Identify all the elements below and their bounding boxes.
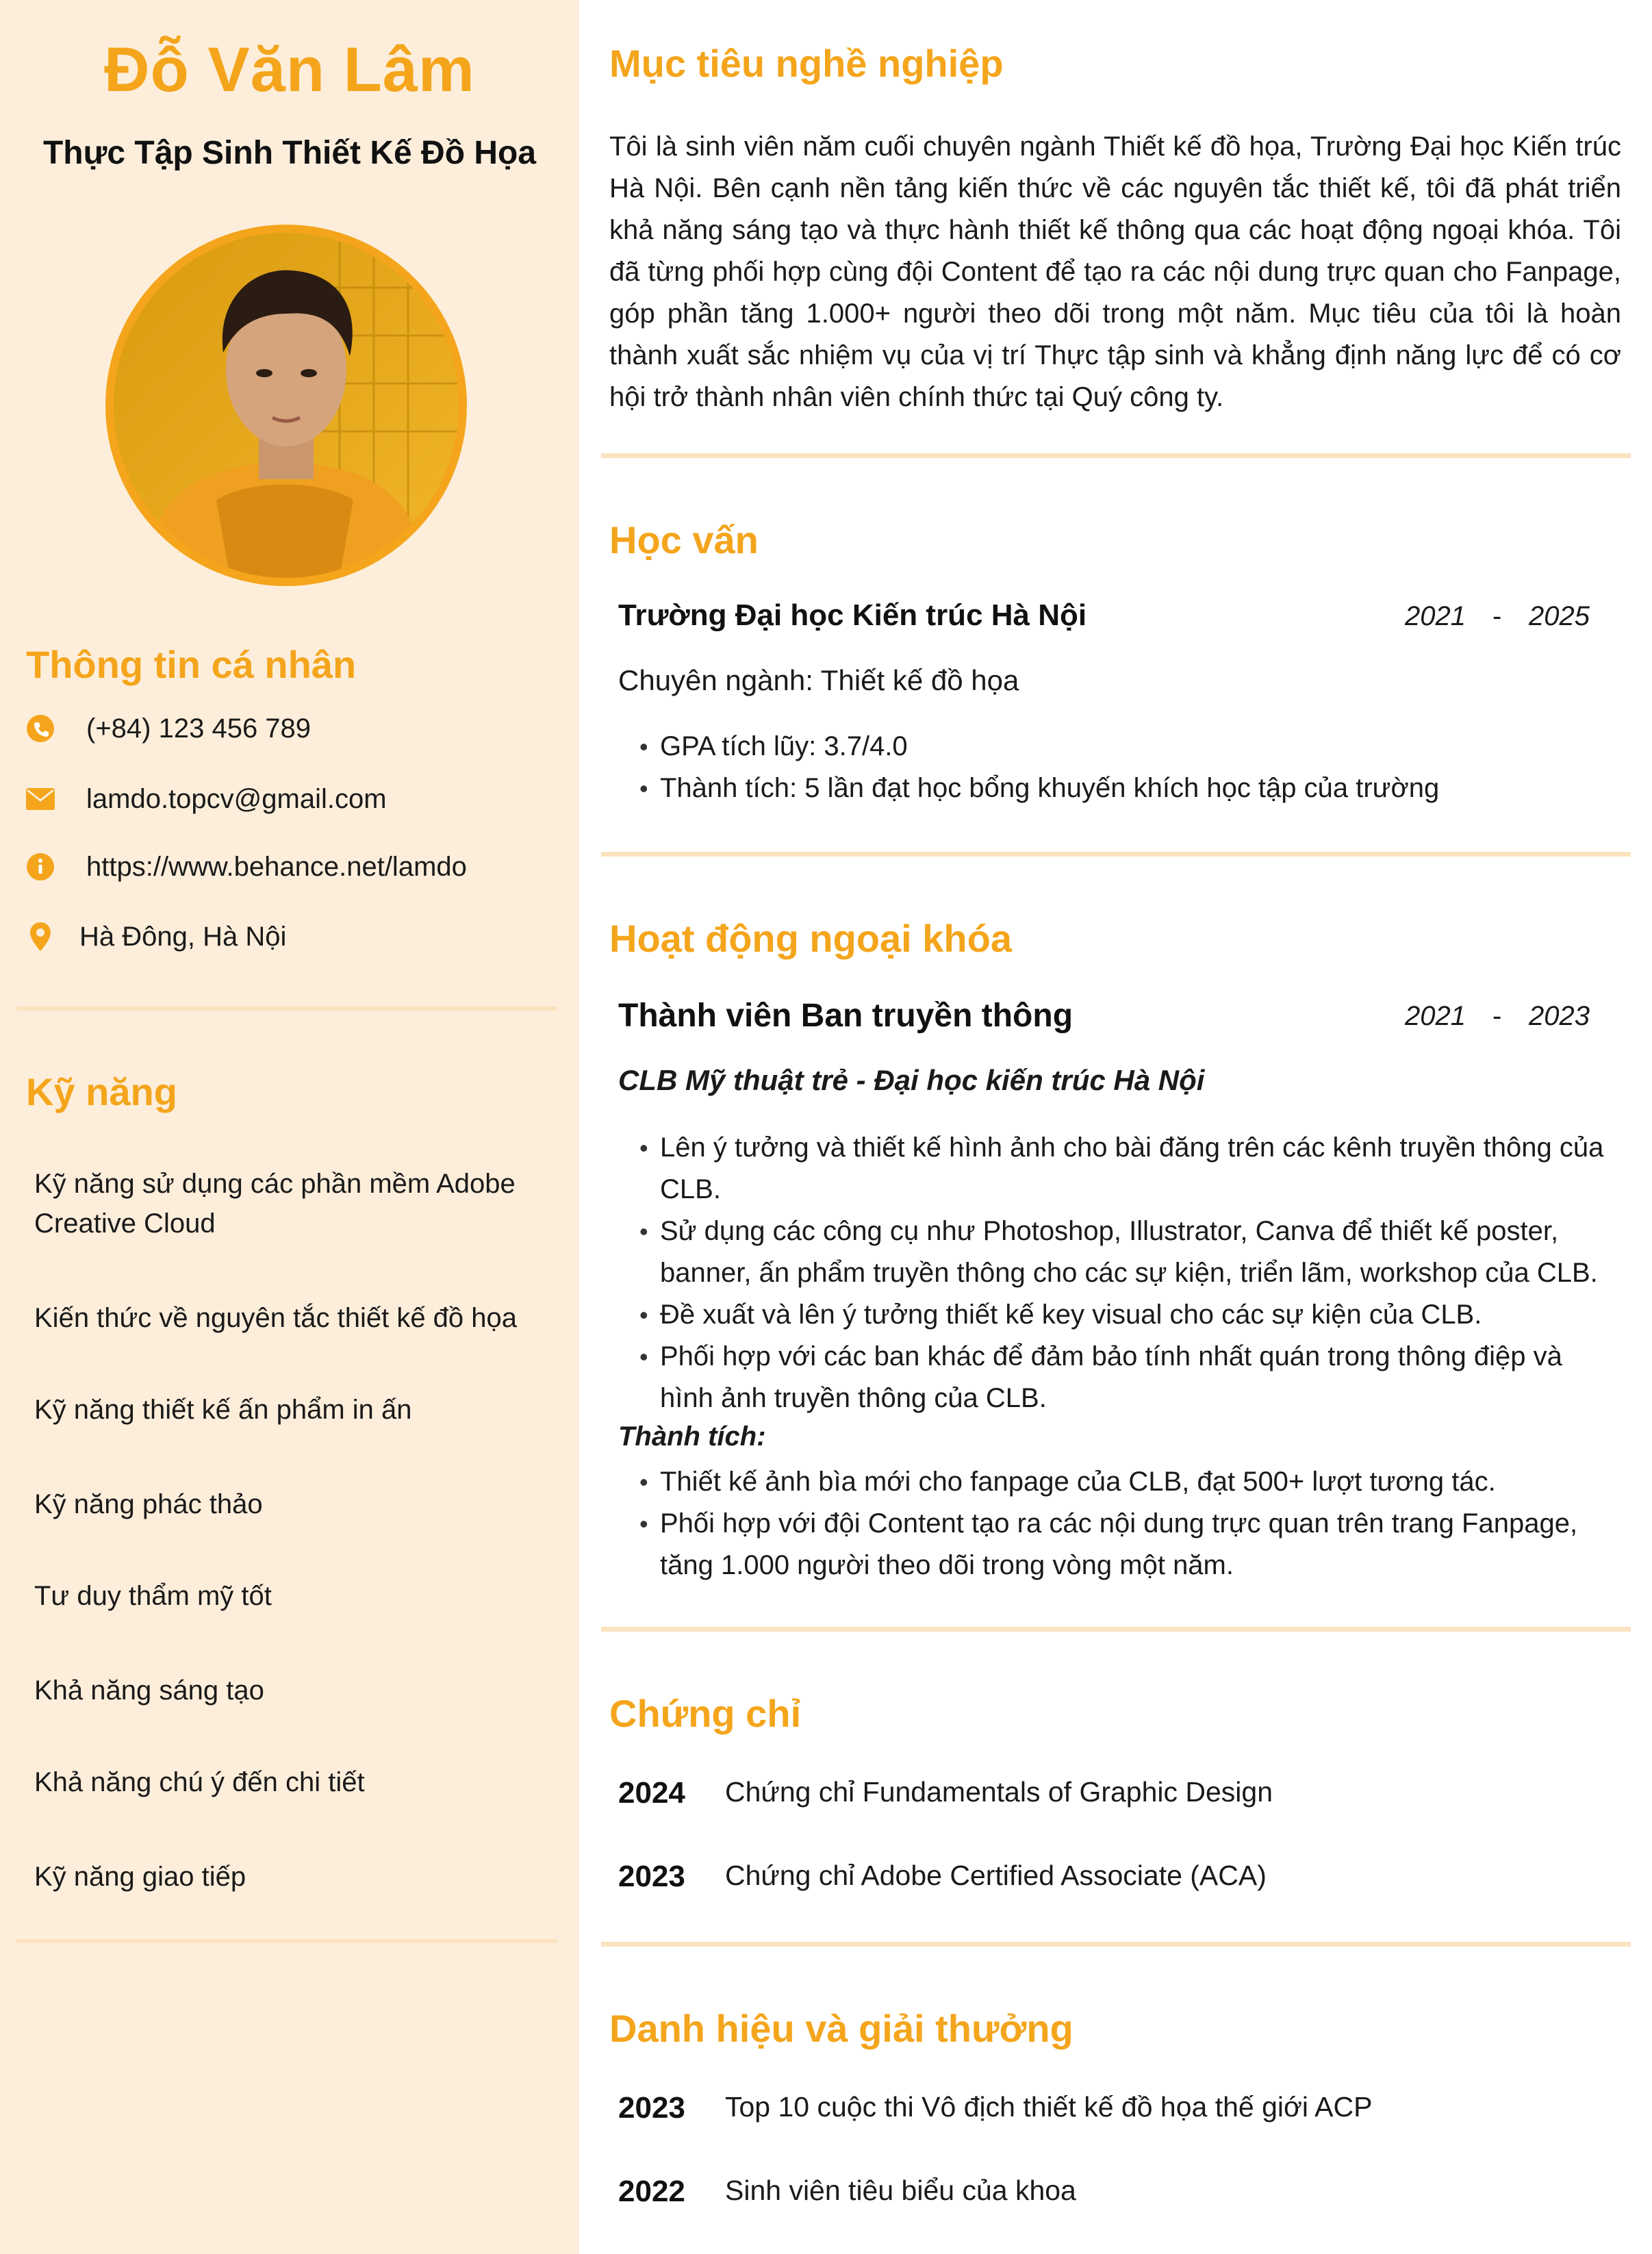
skill-item: Kỹ năng thiết kế ấn phẩm in ấn bbox=[34, 1395, 412, 1425]
section-divider bbox=[601, 453, 1631, 458]
activity-bullets bbox=[641, 1127, 1620, 1419]
date-dash: - bbox=[1492, 601, 1502, 631]
avatar-photo bbox=[114, 233, 459, 578]
certificate-name: Chứng chỉ Fundamentals of Graphic Design bbox=[725, 1776, 1273, 1808]
phone-number: (+84) 123 456 789 bbox=[86, 713, 312, 744]
list-item: • Thành tích: 5 lần đạt học bổng khuyến khích học tập của trường bbox=[641, 768, 1620, 809]
list-item: • Phối hợp với đội Content tạo ra các nội dung trực quan trên trang Fanpage, tăng 1.000 người theo dõi trong vòng một năm. bbox=[641, 1503, 1620, 1586]
skill-item: Kiến thức về nguyên tắc thiết kế đồ họa bbox=[34, 1303, 518, 1333]
skill-item: Kỹ năng phác thảo bbox=[34, 1489, 263, 1519]
mail-icon bbox=[26, 785, 55, 813]
phone-icon bbox=[26, 714, 55, 743]
date-dash: - bbox=[1492, 1001, 1502, 1031]
activity-start-year: 2021 bbox=[1405, 1001, 1466, 1031]
list-item: • GPA tích lũy: 3.7/4.0 bbox=[641, 726, 1620, 768]
skills-heading: Kỹ năng bbox=[26, 1070, 177, 1113]
sidebar-divider bbox=[16, 1006, 557, 1011]
education-bullets bbox=[641, 726, 1620, 809]
section-divider bbox=[601, 1627, 1631, 1632]
objective-heading: Mục tiêu nghề nghiệp bbox=[609, 42, 1004, 85]
candidate-name: Đỗ Văn Lâm bbox=[104, 35, 475, 105]
certificate-name: Chứng chỉ Adobe Certified Associate (ACA) bbox=[725, 1860, 1267, 1891]
contact-website bbox=[26, 846, 467, 887]
education-heading: Học vấn bbox=[609, 518, 759, 561]
contact-email bbox=[26, 778, 387, 820]
list-item: • Lên ý tưởng và thiết kế hình ảnh cho bài đăng trên các kênh truyền thông của CLB. bbox=[641, 1127, 1620, 1211]
section-divider bbox=[601, 852, 1631, 857]
skill-item: Kỹ năng giao tiếp bbox=[34, 1862, 246, 1892]
info-icon bbox=[26, 852, 55, 881]
school-name: Trường Đại học Kiến trúc Hà Nội bbox=[618, 598, 1087, 632]
award-name: Top 10 cuộc thi Vô địch thiết kế đồ họa thế giới ACP bbox=[725, 2091, 1373, 2123]
list-item: • Sử dụng các công cụ như Photoshop, Illustrator, Canva để thiết kế poster, banner, ấn phẩm truyền thông cho các sự kiện, triển lãm, workshop của CLB. bbox=[641, 1211, 1620, 1294]
personal-info-heading: Thông tin cá nhân bbox=[26, 643, 357, 686]
activities-heading: Hoạt động ngoại khóa bbox=[609, 917, 1012, 960]
skill-item: Tư duy thẩm mỹ tốt bbox=[34, 1581, 272, 1611]
objective-text: Tôi là sinh viên năm cuối chuyên ngành Thiết kế đồ họa, Trường Đại học Kiến trúc Hà Nội. Bên cạnh nền tảng kiến thức về các nguyên tắc thiết kế, tôi đã phát triển khả năng sáng tạo và thực hành thiết kế thông qua các hoạt động ngoại khóa. Tôi đã từng phối hợp cùng đội Content để tạo ra các nội dung trực quan cho Fanpage, góp phần tăng 1.000+ người theo dõi trong một năm. Mục tiêu của tôi là hoàn thành xuất sắc nhiệm vụ của vị trí Thực tập sinh và khẳng định năng lực để có cơ hội trở thành nhân viên chính thức tại Quý công ty. bbox=[609, 131, 1621, 412]
award-name: Sinh viên tiêu biểu của khoa bbox=[725, 2175, 1076, 2206]
achievements-label: Thành tích: bbox=[618, 1421, 766, 1452]
award-year: 2023 bbox=[618, 2091, 685, 2125]
location-pin-icon bbox=[26, 922, 55, 951]
education-end-year: 2025 bbox=[1529, 601, 1590, 631]
job-title: Thực Tập Sinh Thiết Kế Đồ Họa bbox=[42, 135, 537, 171]
list-item: • Phối hợp với các ban khác để đảm bảo tính nhất quán trong thông điệp và hình ảnh truyền thông của CLB. bbox=[641, 1336, 1620, 1419]
avatar bbox=[114, 233, 459, 578]
activity-end-year: 2023 bbox=[1529, 1001, 1590, 1031]
certificate-year: 2023 bbox=[618, 1860, 685, 1893]
education-start-year: 2021 bbox=[1405, 601, 1466, 631]
certificates-heading: Chứng chỉ bbox=[609, 1692, 802, 1735]
website-link[interactable]: https://www.behance.net/lamdo bbox=[86, 851, 467, 882]
sidebar-divider bbox=[16, 1939, 557, 1943]
awards-heading: Danh hiệu và giải thưởng bbox=[609, 2007, 1073, 2050]
section-divider bbox=[601, 1942, 1631, 1947]
activity-organization: CLB Mỹ thuật trẻ - Đại học kiến trúc Hà Nội bbox=[618, 1064, 1205, 1096]
activity-role: Thành viên Ban truyền thông bbox=[618, 998, 1073, 1034]
email-address[interactable]: lamdo.topcv@gmail.com bbox=[86, 783, 387, 814]
contact-address bbox=[26, 916, 286, 957]
list-item: • Thiết kế ảnh bìa mới cho fanpage của CLB, đạt 500+ lượt tương tác. bbox=[641, 1461, 1620, 1503]
address: Hà Đông, Hà Nội bbox=[79, 921, 287, 952]
award-year: 2022 bbox=[618, 2175, 685, 2208]
certificate-year: 2024 bbox=[618, 1776, 685, 1810]
major: Chuyên ngành: Thiết kế đồ họa bbox=[618, 664, 1019, 696]
skill-item: Kỹ năng sử dụng các phần mềm Adobe Creative Cloud bbox=[34, 1169, 516, 1239]
achievement-bullets bbox=[641, 1461, 1620, 1586]
list-item: • Đề xuất và lên ý tưởng thiết kế key visual cho các sự kiện của CLB. bbox=[641, 1294, 1620, 1336]
skill-item: Khả năng chú ý đến chi tiết bbox=[34, 1767, 365, 1797]
skill-item: Khả năng sáng tạo bbox=[34, 1675, 264, 1706]
contact-phone bbox=[26, 708, 311, 749]
